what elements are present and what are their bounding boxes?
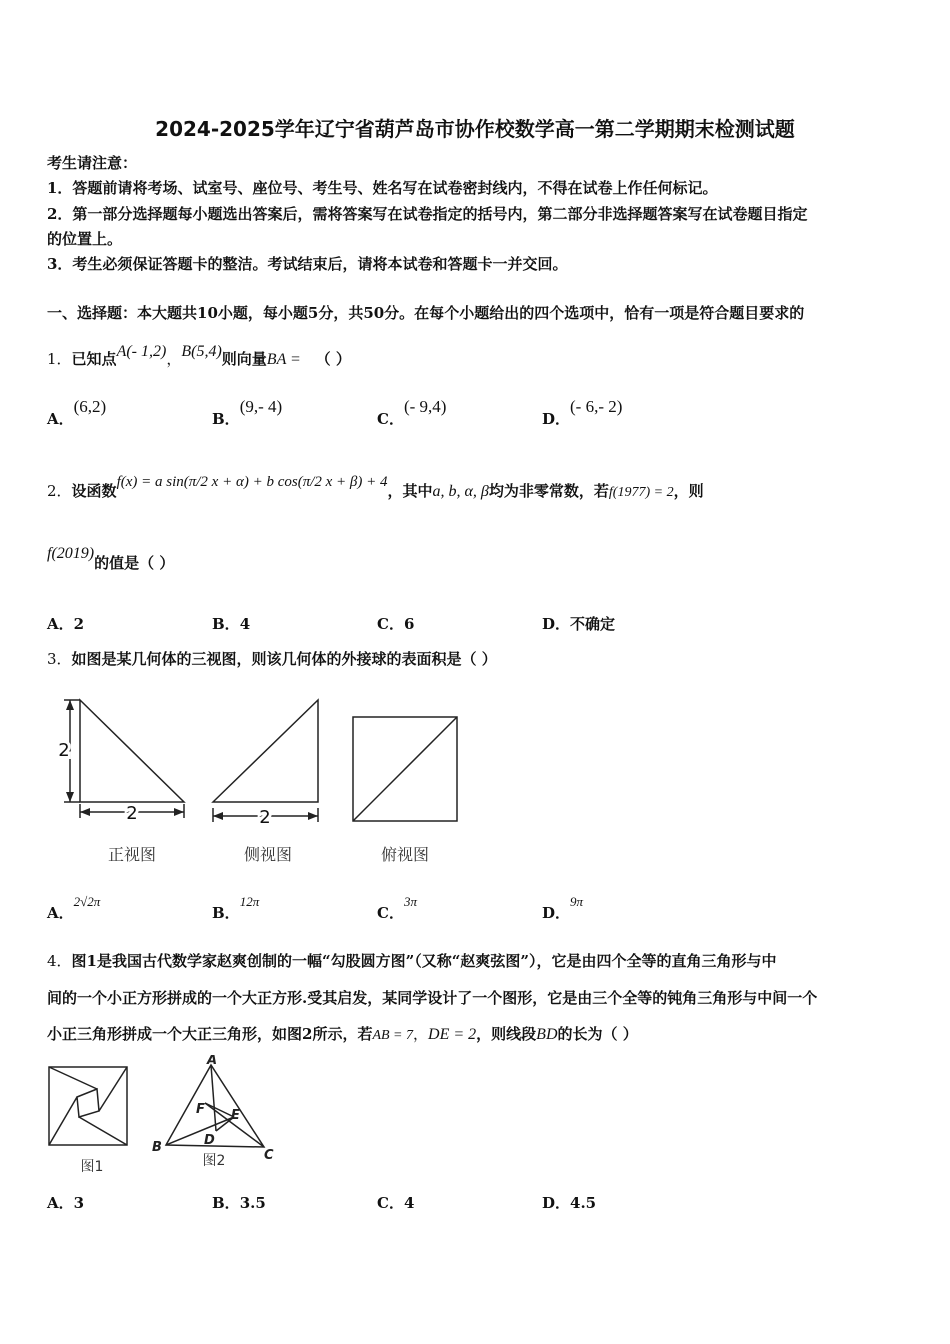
q4-line3a: 小正三角形拼成一个大正三角形，如图2所示，若 xyxy=(47,1025,373,1043)
side-view-label: 侧视图 xyxy=(243,845,293,864)
q3-option-b[interactable]: B．12π xyxy=(212,894,260,922)
fig2-label: 图2 xyxy=(202,1153,226,1169)
q4-cond-de: DE = 2 xyxy=(428,1026,477,1043)
q2-line-2 xyxy=(47,545,175,573)
question-1 xyxy=(47,343,351,369)
q4-figures xyxy=(44,1055,284,1175)
question-4-line-3 xyxy=(47,1023,638,1044)
pt-c-label: C xyxy=(264,1148,274,1163)
fig1-square-diagram xyxy=(49,1067,127,1145)
q1-point-a: A(- 1,2) xyxy=(116,343,167,360)
q2-text-a: 设函数 xyxy=(71,482,117,500)
pt-b-label: B xyxy=(152,1140,162,1155)
q1-bracket: （ ） xyxy=(315,350,351,368)
q2-option-a[interactable]: A．2 xyxy=(47,615,85,633)
top-view-diagonal xyxy=(353,717,457,821)
q4-sep: ， xyxy=(413,1025,429,1043)
fig2-triangle-diagram xyxy=(166,1065,264,1147)
q1-point-b: B(5,4) xyxy=(181,343,222,360)
q2-condition: f(1977) = 2 xyxy=(608,485,674,500)
pt-f-label: F xyxy=(196,1102,205,1117)
q4-line1: 图1是我国古代数学家赵爽创制的一幅“勾股圆方图”（又称“赵爽弦图”），它是由四个全等的直角三角形与中 xyxy=(71,952,777,970)
q1-text-b: 则向量 xyxy=(221,350,267,368)
q2-option-d[interactable]: D．不确定 xyxy=(542,615,616,633)
notice-heading: 考生请注意： xyxy=(47,154,138,172)
front-view-label: 正视图 xyxy=(107,845,157,864)
q1-option-d[interactable]: D．(- 6,- 2) xyxy=(542,397,623,428)
q4-option-c[interactable]: C．4 xyxy=(377,1194,415,1212)
front-view-triangle xyxy=(80,700,184,802)
q3-option-d[interactable]: D．9π xyxy=(542,894,584,922)
pt-e-label: E xyxy=(231,1108,240,1123)
dim-label-vertical: 2 xyxy=(58,740,70,761)
q4-line3b: ，则线段 xyxy=(476,1025,537,1043)
q1-option-a[interactable]: A．(6,2) xyxy=(47,397,107,428)
side-view-triangle xyxy=(213,700,318,802)
notice-item-3: 3．考生必须保证答题卡的整洁。考试结束后，请将本试卷和答题卡一并交回。 xyxy=(47,255,568,273)
q3-option-a[interactable]: A．2√2π xyxy=(47,894,101,922)
dim-label-front: 2 xyxy=(126,803,138,824)
q2-number: 2． xyxy=(47,482,72,500)
q4-option-a[interactable]: A．3 xyxy=(47,1194,85,1212)
q2-text-d: ，则 xyxy=(673,482,704,500)
fig1-label: 图1 xyxy=(80,1159,104,1175)
page-title: 2024-2025学年辽宁省葫芦岛市协作校数学高一第二学期期末检测试题 xyxy=(155,117,795,141)
q4-option-d[interactable]: D．4.5 xyxy=(542,1194,597,1212)
dim-label-side: 2 xyxy=(259,807,271,828)
pt-d-label: D xyxy=(204,1133,215,1148)
q3-text: 如图是某几何体的三视图，则该几何体的外接球的表面积是（ ） xyxy=(71,650,497,668)
q2-params: a, b, α, β xyxy=(432,483,489,500)
q2-option-b[interactable]: B．4 xyxy=(212,615,251,633)
notice-item-2-cont: 的位置上。 xyxy=(47,230,123,248)
q1-text-a: 已知点 xyxy=(71,350,117,368)
q3-number: 3． xyxy=(47,650,72,668)
q2-target-expr: f(2019) xyxy=(47,545,95,562)
q1-number: 1． xyxy=(47,350,72,368)
q4-cond-ab: AB = 7 xyxy=(372,1028,414,1043)
section-heading: 一、选择题：本大题共10小题，每小题5分，共50分。在每个小题给出的四个选项中，恰有一项是符合题目要求的 xyxy=(47,304,805,322)
q4-line3c: 的长为（ ） xyxy=(557,1025,638,1043)
notice-item-2: 2．第一部分选择题每小题选出答案后，需将答案写在试卷指定的括号内，第二部分非选择题答案写在试卷题目指定 xyxy=(47,205,808,223)
pt-a-label: A xyxy=(207,1055,218,1068)
question-4-line-1 xyxy=(47,950,777,971)
q1-vector: BA = xyxy=(266,351,301,368)
question-2 xyxy=(47,474,704,501)
q1-comma: ， xyxy=(166,350,182,368)
q1-option-b[interactable]: B．(9,- 4) xyxy=(212,397,283,428)
q4-option-b[interactable]: B．3.5 xyxy=(212,1194,266,1212)
q4-segment: BD xyxy=(536,1026,558,1043)
q4-number: 4． xyxy=(47,952,72,970)
q1-option-c[interactable]: C．(- 9,4) xyxy=(377,397,447,428)
q2-text-b: ，其中 xyxy=(387,482,433,500)
top-view-label: 俯视图 xyxy=(380,845,430,864)
three-view-figure xyxy=(50,690,480,870)
q2-text-c: 均为非零常数，若 xyxy=(488,482,609,500)
q2-function: f(x) = a sin(π/2 x + α) + b cos(π/2 x + β) + 4 xyxy=(116,474,388,490)
question-3 xyxy=(47,648,497,669)
q3-option-c[interactable]: C．3π xyxy=(377,894,417,922)
q2-line2-text: 的值是（ ） xyxy=(94,554,175,572)
question-4-line-2: 间的一个小正方形拼成的一个大正方形.受其启发，某同学设计了一个图形，它是由三个全等的钝角三角形与中间一个 xyxy=(47,989,818,1007)
q2-option-c[interactable]: C．6 xyxy=(377,615,415,633)
notice-item-1: 1．答题前请将考场、试室号、座位号、考生号、姓名写在试卷密封线内，不得在试卷上作任何标记。 xyxy=(47,179,718,197)
